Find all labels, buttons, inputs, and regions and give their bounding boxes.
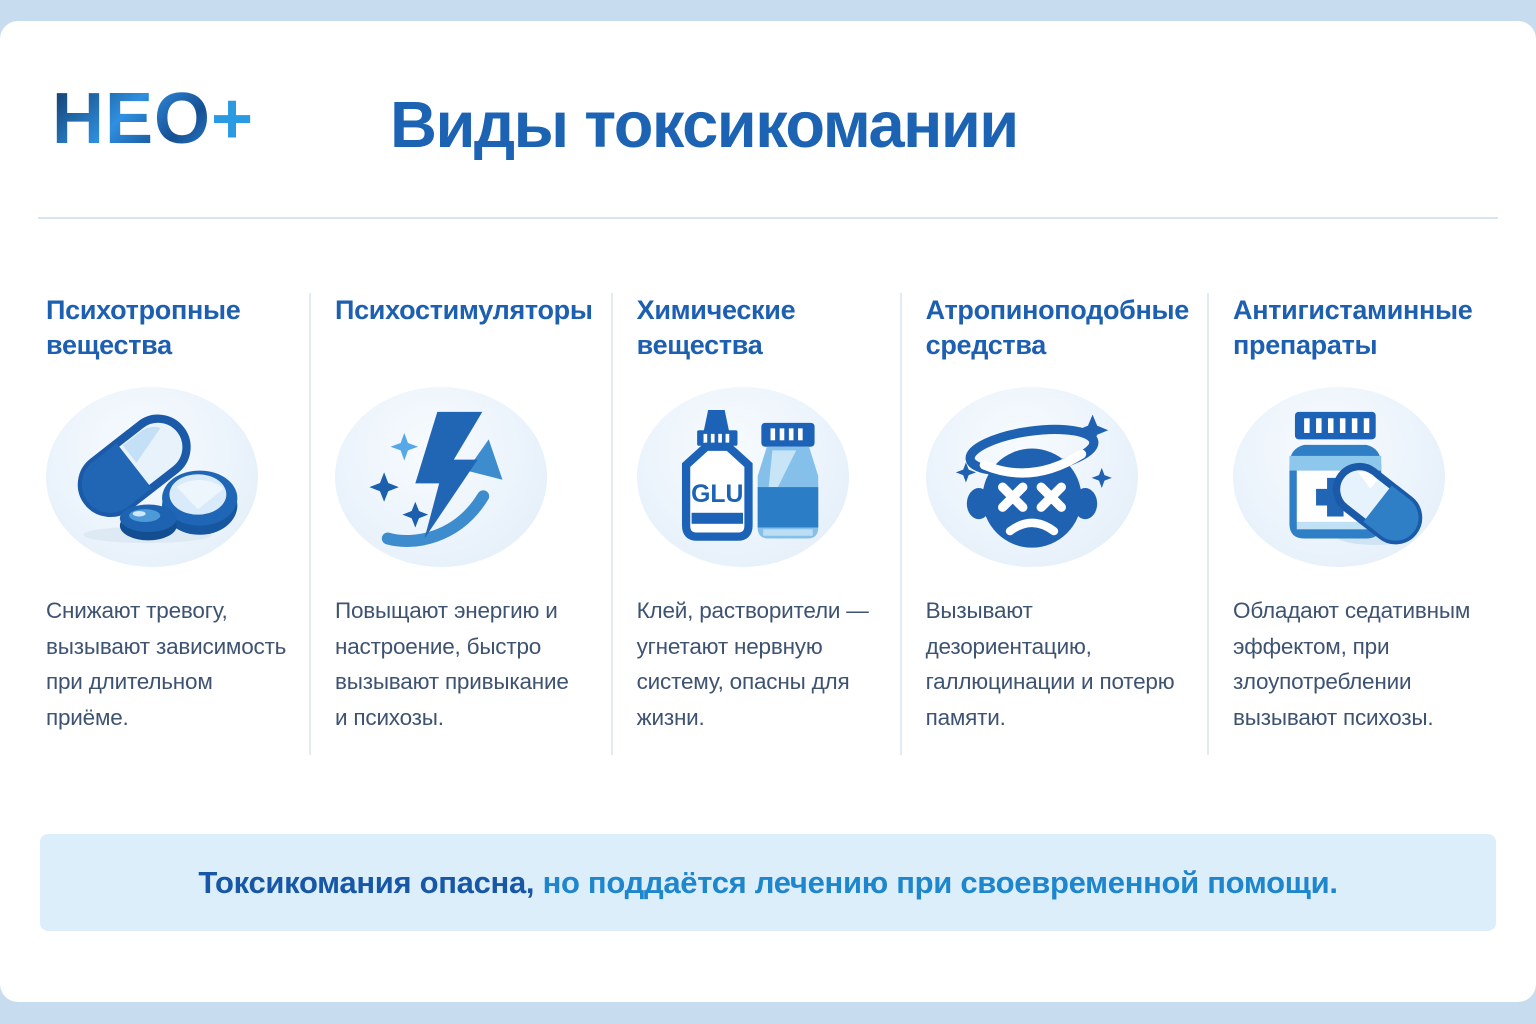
column-description: Снижают тревогу, вызывают зависимость при длительном приёме. bbox=[46, 598, 287, 730]
icon-ellipse bbox=[335, 387, 547, 567]
icon-ellipse bbox=[1233, 387, 1445, 567]
footer-banner bbox=[40, 834, 1496, 931]
column-psychotropic bbox=[40, 293, 309, 755]
column-title: Антигистаминные препараты bbox=[1233, 295, 1473, 360]
column-antihistamine bbox=[1207, 293, 1496, 755]
icon-ellipse bbox=[637, 387, 849, 567]
logo-text: НЕО bbox=[52, 79, 212, 159]
column-description: Повыщают энергию и настроение, быстро вызывают привыкание и психозы. bbox=[334, 598, 569, 730]
column-title: Химические вещества bbox=[636, 295, 796, 360]
dizzy-face-icon bbox=[939, 399, 1125, 555]
header-divider bbox=[38, 217, 1498, 219]
banner-highlight: Токсикомания опасна, bbox=[198, 864, 535, 900]
column-title: Психотропные вещества bbox=[46, 295, 241, 360]
column-atropine bbox=[900, 293, 1207, 755]
plus-icon: + bbox=[211, 79, 255, 159]
energy-boost-icon bbox=[348, 399, 534, 555]
column-title: Атропиноподобные средства bbox=[925, 295, 1190, 360]
page-title: Виды токсикомании bbox=[390, 88, 1018, 161]
infographic-card bbox=[0, 21, 1536, 1002]
pills-icon bbox=[59, 399, 245, 555]
column-chemicals bbox=[611, 293, 900, 755]
column-description: Вызывают дезориентацию, галлюцинации и потерю памяти. bbox=[925, 598, 1175, 730]
column-description: Обладают седативным эффектом, при злоупотреблении вызывают психозы. bbox=[1233, 598, 1471, 730]
glue-label: GLU bbox=[690, 480, 744, 508]
column-description: Клей, растворители — угнетают нервную систему, опасны для жизни. bbox=[636, 598, 869, 730]
icon-ellipse bbox=[926, 387, 1138, 567]
neo-plus-logo bbox=[52, 79, 255, 159]
columns-row bbox=[40, 293, 1496, 755]
pill-bottle-capsule-icon bbox=[1246, 399, 1432, 555]
icon-ellipse bbox=[46, 387, 258, 567]
glue-solvent-icon bbox=[650, 399, 836, 555]
banner-message: но поддаётся лечению при своевременной помощи. bbox=[534, 864, 1338, 900]
column-title: Психостимуляторы bbox=[334, 295, 593, 325]
column-stimulants bbox=[309, 293, 611, 755]
